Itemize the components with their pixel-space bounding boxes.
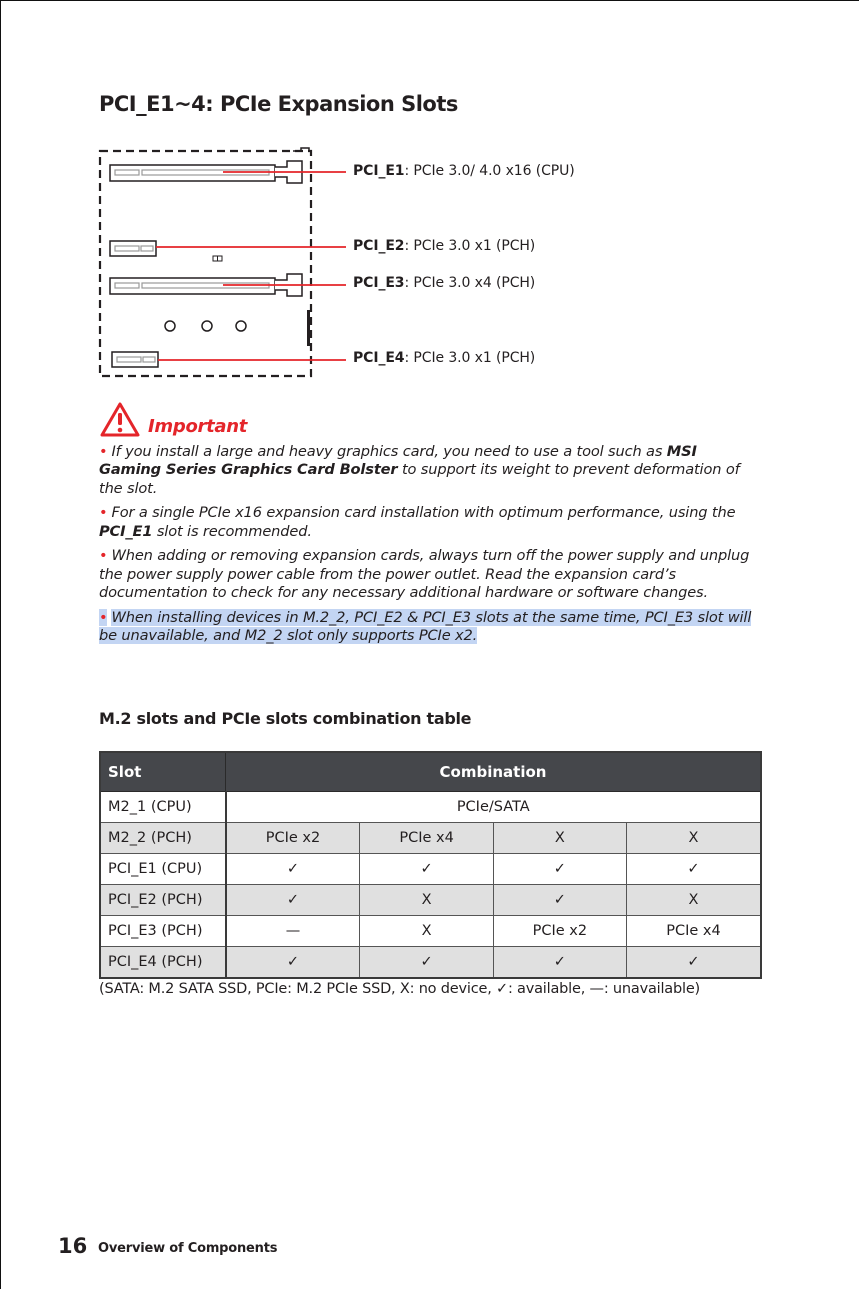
combination-cell: X xyxy=(493,823,626,854)
bullet-item-highlighted[interactable] xyxy=(99,609,759,646)
bullet-text: slot is recommended. xyxy=(152,522,312,540)
bullet-text: When adding or removing expansion cards, always turn off the power supply and unplug the power supply power cable from the power outlet. Read the expansion card’s documentation to check for any necessary additional hardware or software changes. xyxy=(99,547,750,602)
table-row xyxy=(100,885,761,916)
slot-cell: M2_2 (PCH) xyxy=(100,823,226,854)
table-header-row xyxy=(100,752,761,792)
combination-cell: PCIe x2 xyxy=(493,916,626,947)
table-row xyxy=(100,854,761,885)
bullet-bold: PCI_E1 xyxy=(99,522,153,540)
table-row xyxy=(100,792,761,823)
slot-label-pci-e1 xyxy=(353,163,575,179)
bullet-item xyxy=(99,504,759,541)
combination-cell: ✓ xyxy=(493,854,626,885)
table-row xyxy=(100,916,761,947)
slot-label-pci-e3 xyxy=(353,275,535,291)
table-row xyxy=(100,947,761,979)
combination-cell: — xyxy=(226,916,360,947)
slot-cell: PCI_E2 (PCH) xyxy=(100,885,226,916)
combination-cell: ✓ xyxy=(627,947,762,979)
combination-cell: ✓ xyxy=(226,854,360,885)
bullet-text: If you install a large and heavy graphics card, you need to use a tool such as xyxy=(111,443,667,460)
slot-desc: : PCIe 3.0 x4 (PCH) xyxy=(404,275,536,291)
bullet-dot: • xyxy=(99,443,108,460)
combination-cell: ✓ xyxy=(493,947,626,979)
leader-lines xyxy=(0,0,859,400)
table-row xyxy=(100,823,761,854)
important-bullets xyxy=(99,443,759,652)
bullet-dot: • xyxy=(99,504,108,522)
combination-cell: ✓ xyxy=(226,947,360,979)
bullet-dot: • xyxy=(99,608,108,626)
page-title: PCI_E1~4: PCIe Expansion Slots xyxy=(99,92,458,116)
bullet-item xyxy=(99,547,759,602)
table-legend: (SATA: M.2 SATA SSD, PCIe: M.2 PCIe SSD, X: no device, ✓: available, —: unavailable) xyxy=(99,981,701,997)
slot-desc: : PCIe 3.0 x1 (PCH) xyxy=(404,350,536,366)
slot-name: PCI_E2 xyxy=(353,238,405,254)
combination-cell: PCIe x4 xyxy=(627,916,762,947)
slot-desc: : PCIe 3.0/ 4.0 x16 (CPU) xyxy=(404,163,575,179)
footer-section-title: Overview of Components xyxy=(98,1241,278,1256)
combination-cell: ✓ xyxy=(627,854,762,885)
combination-cell: ✓ xyxy=(226,885,360,916)
bullet-item xyxy=(99,443,759,498)
combination-cell: X xyxy=(627,823,762,854)
selected-text[interactable]: When installing devices in M.2_2, PCI_E2 & PCI_E3 slots at the same time, PCI_E3 slot will be unavailable, and M2_2 slot only supports PCIe x2. xyxy=(99,608,752,645)
header-combination: Combination xyxy=(226,752,762,792)
combination-cell: X xyxy=(627,885,762,916)
combination-cell: PCIe x2 xyxy=(226,823,360,854)
slot-label-pci-e2 xyxy=(353,238,535,254)
header-slot: Slot xyxy=(100,752,226,792)
combination-cell: PCIe x4 xyxy=(360,823,493,854)
slot-cell: PCI_E3 (PCH) xyxy=(100,916,226,947)
combination-cell: ✓ xyxy=(493,885,626,916)
combination-cell: ✓ xyxy=(360,854,493,885)
bullet-text: For a single PCIe x16 expansion card installation with optimum performance, using the xyxy=(111,504,736,522)
page-number: 16 xyxy=(58,1234,88,1258)
slot-cell: PCI_E4 (PCH) xyxy=(100,947,226,979)
slot-label-pci-e4 xyxy=(353,350,535,366)
combination-table xyxy=(99,751,762,979)
slot-desc: : PCIe 3.0 x1 (PCH) xyxy=(404,238,536,254)
bullet-dot: • xyxy=(99,547,108,565)
combination-cell: ✓ xyxy=(360,947,493,979)
warning-triangle-icon xyxy=(100,402,140,438)
important-heading: Important xyxy=(148,415,248,437)
bullet-text: to support its weight to prevent deformation of the slot. xyxy=(99,461,740,497)
important-header xyxy=(100,402,247,438)
slot-name: PCI_E1 xyxy=(353,163,405,179)
slot-cell: PCI_E1 (CPU) xyxy=(100,854,226,885)
bullet-bold: MSI Gaming Series Graphics Card Bolster xyxy=(99,443,697,479)
slot-cell: M2_1 (CPU) xyxy=(100,792,226,823)
combination-table-title: M.2 slots and PCIe slots combination table xyxy=(99,709,472,728)
combination-cell: PCIe/SATA xyxy=(226,792,762,823)
slot-name: PCI_E3 xyxy=(353,275,405,291)
combination-cell: X xyxy=(360,916,493,947)
combination-cell: X xyxy=(360,885,493,916)
slot-name: PCI_E4 xyxy=(353,350,405,366)
